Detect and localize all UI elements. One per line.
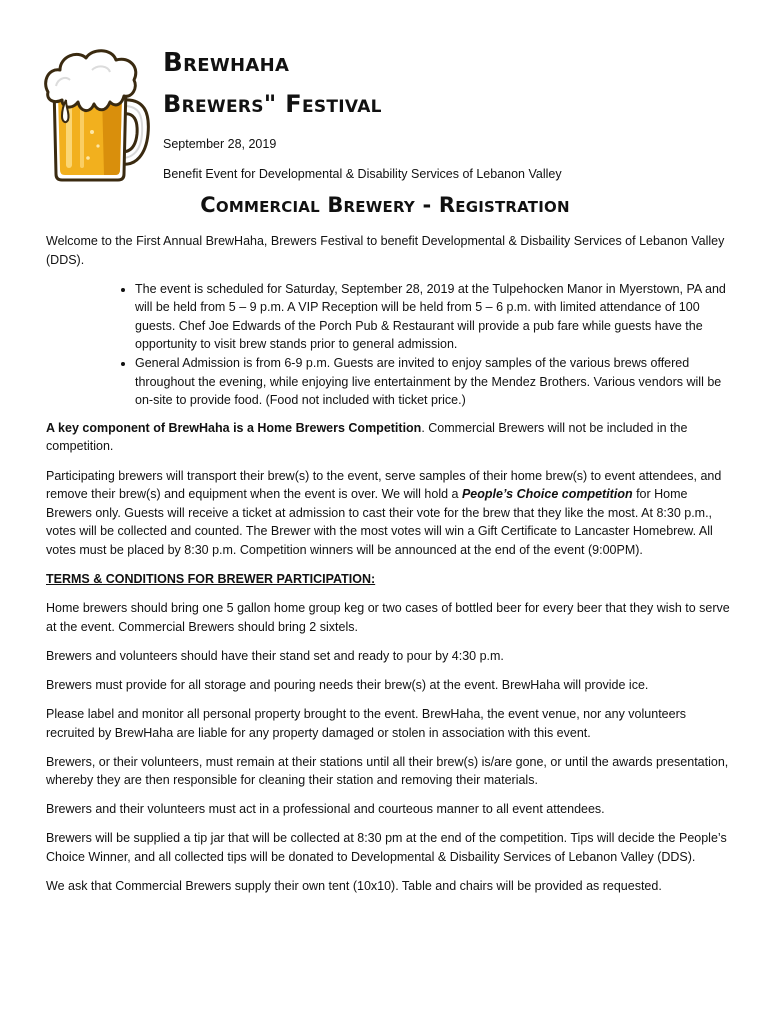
terms-item: Brewers will be supplied a tip jar that will be collected at 8:30 pm at the end of the competition. Tips will decide the People’s Choice Winner, and all collected tips will be donated to Developmental & Disbaility Services of Lebanon Valley (DDS). (46, 831, 727, 865)
key-component-rest: . Commercial Brewers will not be included in the competition. (46, 420, 688, 454)
peoples-choice-emphasis: People’s Choice competition (461, 487, 633, 502)
key-component-bold: A key component of BrewHaha is a Home Brewers Competition (46, 420, 422, 435)
terms-item: Please label and monitor all personal property brought to the event. BrewHaha, the event venue, nor any volunteers recruited by BrewHaha are liable for any property damaged or stolen in association with this event. (46, 706, 686, 740)
header (163, 48, 743, 182)
participating-paragraph (46, 467, 730, 560)
terms-item: Home brewers should bring one 5 gallon home group keg or two cases of bottled beer for every beer that they wish to serve at the event. Commercial Brewers should bring 2 sixtels. (46, 601, 730, 634)
terms-item: Brewers and volunteers should have their stand set and ready to pour by 4:30 p.m. (46, 648, 504, 663)
event-details-list (46, 280, 730, 410)
terms-item: Brewers, or their volunteers, must remain at their stations until all their brew(s) is/are gone, or until the awards presentation, whereby they are then responsible for cleaning their station and removing their materials. (46, 754, 729, 788)
list-item: • The event is scheduled for Saturday, September 28, 2019 at the Tulpehocken Manor in Myerstown, PA and will be held from 5 – 9 p.m. A VIP Reception will be held from 5 – 6 p.m. with limited attendance of 100 guests. Chef Joe Edwards of the Porch Pub & Restaurant will provide a pub fare while guests have the opportunity to visit brew stands prior to general admission. (135, 280, 730, 354)
intro-paragraph: Welcome to the First Annual BrewHaha, Brewers Festival to benefit Developmental & Disbaility Services of Lebanon Valley (DDS). (46, 234, 725, 267)
participating-text-1: Participating brewers will transport their brew(s) to the event, serve samples of their home brew(s) to event attendees, and remove their brew(s) and equipment when the event is over. We will hold a (46, 468, 722, 502)
list-item: • General Admission is from 6-9 p.m. Guests are invited to enjoy samples of the various brews offered throughout the evening, while enjoying live entertainment by the Mendez Brothers. Various vendors will be on-site to provide food. (Food not included with ticket price.) (135, 354, 730, 410)
festival-title: Brewhaha (163, 48, 290, 78)
benefit-line: Benefit Event for Developmental & Disability Services of Lebanon Valley (163, 167, 562, 181)
terms-item: Brewers must provide for all storage and pouring needs their brew(s) at the event. BrewHaha will provide ice. (46, 677, 649, 692)
beer-mug-icon (40, 42, 152, 184)
registration-title: Commercial Brewery - Registration (200, 193, 570, 217)
key-component-paragraph (46, 419, 730, 456)
event-date: September 28, 2019 (163, 137, 277, 151)
terms-item: Brewers and their volunteers must act in a professional and courteous manner to all event attendees. (46, 802, 605, 817)
terms-item: We ask that Commercial Brewers supply their own tent (10x10). Table and chairs will be provided as requested. (46, 879, 662, 894)
document-body (46, 232, 730, 906)
terms-heading: TERMS & CONDITIONS FOR BREWER PARTICIPATION: (46, 572, 376, 586)
participating-text-2: for Home Brewers only. Guests will receive a ticket at admission to cast their vote for the brew that they like the most. At 8:30 p.m., votes will be collected and counted. The Brewer with the most votes will win a Gift Certificate to Lancaster Homebrew. All votes must be placed by 8:30 p.m. Competition winners will be announced at the end of the event (9:00PM). (46, 487, 713, 557)
festival-subtitle: Brewers" Festival (163, 90, 382, 118)
